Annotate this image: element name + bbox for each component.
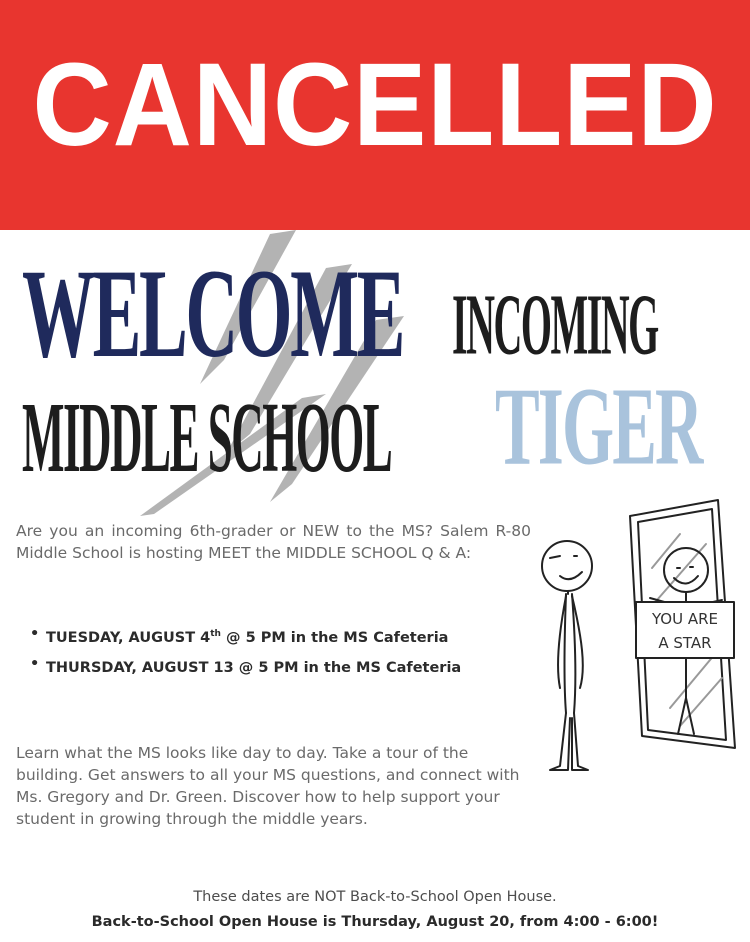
event-item [30,622,510,650]
sign-line-2: A STAR [658,634,712,652]
intro-paragraph: Are you an incoming 6th-grader or NEW to the MS? Salem R-80 Middle School is hosting MEET the MIDDLE SCHOOL Q & A: [16,522,531,562]
headline-incoming: INCOMING [452,277,658,373]
event-details: @ 5 PM in the MS Cafeteria [233,659,462,676]
cancelled-text: CANCELLED [32,39,718,171]
footer-note: These dates are NOT Back-to-School Open House. [193,889,557,905]
event-day-suffix: th [210,629,221,639]
sign-line-1: YOU ARE [651,610,719,628]
cancelled-banner [0,0,750,230]
event-list [30,622,510,682]
open-house-note: Back-to-School Open House is Thursday, August 20, from 4:00 - 6:00! [91,914,659,930]
learn-paragraph: Learn what the MS looks like day to day. Take a tour of the building. Get answers to all your MS questions, and connect with Ms. Gregory and Dr. Green. Discover how to help support your student in growing through the middle years. [16,744,520,828]
event-day: THURSDAY, AUGUST 13 [46,659,234,676]
headline-tiger: TIGER [495,365,702,489]
stick-figure-mirror-illustration [530,498,745,783]
event-details: @ 5 PM in the MS Cafeteria [220,629,449,646]
headline-middle-school: MIDDLE SCHOOL [22,382,392,494]
event-item [30,652,510,680]
headline-welcome: WELCOME [22,242,403,384]
event-day: TUESDAY, AUGUST 4 [46,629,211,646]
